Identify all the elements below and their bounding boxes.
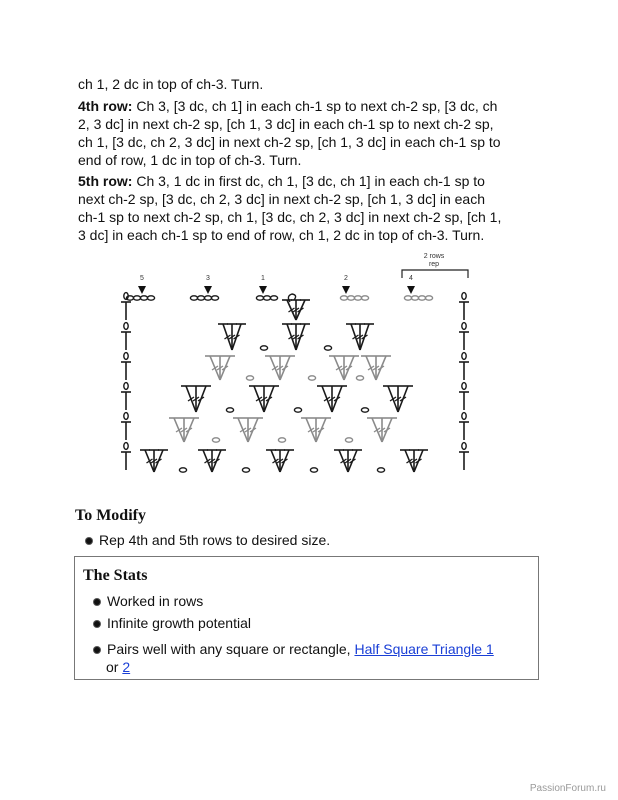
stitch-symbols (121, 293, 469, 473)
chain-stitch (197, 296, 204, 300)
chain-stitch (263, 296, 270, 300)
row5-text-1: Ch 3, 1 dc in first dc, ch 1, [3 dc, ch 1] in each ch-1 sp to (132, 173, 485, 189)
row-marker-arrow (204, 286, 212, 294)
chain-stitch (294, 408, 301, 412)
chain-stitch (345, 438, 352, 442)
chain-stitch (462, 323, 466, 330)
chain-stitch (242, 468, 249, 472)
row4-text-3: ch 1, [3 dc, ch 2, 3 dc] in next ch-2 sp, [ch 1, 3 dc] in each ch-1 sp to (78, 134, 501, 150)
chain-stitch (462, 293, 466, 300)
chain-stitch (425, 296, 432, 300)
row-markers (138, 275, 415, 294)
chain-stitch (308, 376, 315, 380)
chain-stitch (124, 323, 128, 330)
watermark: PassionForum.ru (529, 783, 606, 794)
chain-stitch (124, 443, 128, 450)
row5-label: 5th row: (78, 173, 133, 189)
row-marker-arrow (259, 286, 267, 294)
chain-stitch (256, 296, 263, 300)
chain-stitch (212, 438, 219, 442)
chain-stitch (147, 296, 154, 300)
half-square-triangle-1-link[interactable]: Half Square Triangle 1 (354, 641, 494, 657)
row5-text-3: ch-1 sp to next ch-2 sp, ch 1, [3 dc, ch 2, 3 dc] in next ch-2 sp, [ch 1, (78, 209, 502, 225)
half-square-triangle-2-link[interactable]: 2 (122, 659, 131, 675)
row-marker-label: 2 (344, 275, 348, 282)
row-marker-arrow (138, 286, 146, 294)
chain-stitch (124, 413, 128, 420)
instruction-line: ch 1, 2 dc in top of ch-3. Turn. (78, 76, 264, 92)
chain-stitch (140, 296, 147, 300)
chain-stitch (354, 296, 361, 300)
row4-text-2: 2, 3 dc] in next ch-2 sp, [ch 1, 3 dc] in each ch-1 sp to next ch-2 sp, (78, 116, 494, 132)
modify-item: Rep 4th and 5th rows to desired size. (86, 531, 330, 549)
chain-stitch (226, 408, 233, 412)
chain-stitch (324, 346, 331, 350)
row-marker-label: 1 (261, 275, 265, 282)
stats-item-pairs: Pairs well with any square or rectangle, Half Square Triangle 1 (94, 640, 524, 658)
chain-stitch (462, 353, 466, 360)
stats-item: Infinite growth potential (94, 614, 251, 632)
chain-stitch (462, 413, 466, 420)
chain-stitch (340, 296, 347, 300)
stats-heading: The Stats (83, 567, 148, 584)
chain-stitch (124, 383, 128, 390)
row5-text-4: 3 dc] in each ch-1 sp to end of row, ch 1, 2 dc in top of ch-3. Turn. (78, 227, 485, 243)
chain-stitch (361, 296, 368, 300)
bullet-icon (94, 599, 100, 605)
chain-stitch (246, 376, 253, 380)
chain-stitch (190, 296, 197, 300)
chain-stitch (211, 296, 218, 300)
chain-stitch (418, 296, 425, 300)
chain-stitch (347, 296, 354, 300)
stats-item: Worked in rows (94, 592, 203, 610)
chain-stitch (310, 468, 317, 472)
chain-stitch (411, 296, 418, 300)
bullet-icon (94, 621, 100, 627)
chain-stitch (179, 468, 186, 472)
chain-stitch (278, 438, 285, 442)
chain-stitch (462, 443, 466, 450)
bullet-icon (94, 647, 100, 653)
row-marker-label: 4 (409, 275, 413, 282)
row-marker-label: 3 (206, 275, 210, 282)
chain-stitch (404, 296, 411, 300)
chain-stitch (204, 296, 211, 300)
row-marker-arrow (342, 286, 350, 294)
chain-stitch (270, 296, 277, 300)
chain-stitch (356, 376, 363, 380)
repeat-label-2: rep (428, 261, 440, 268)
row-marker-arrow (407, 286, 415, 294)
chain-stitch (124, 353, 128, 360)
bullet-icon (86, 538, 92, 544)
chain-stitch (377, 468, 384, 472)
row-marker-label: 5 (140, 275, 144, 282)
row4-text-4: end of row, 1 dc in top of ch-3. Turn. (78, 152, 302, 168)
chain-stitch (133, 296, 140, 300)
crochet-stitch-diagram (112, 252, 482, 482)
modify-heading: To Modify (75, 507, 146, 524)
chain-stitch (361, 408, 368, 412)
repeat-label-1: 2 rows (423, 253, 445, 260)
row5-text-2: next ch-2 sp, [3 dc, ch 2, 3 dc] in next ch-2 sp, [ch 1, 3 dc] in each (78, 191, 485, 207)
row4-text-1: Ch 3, [3 dc, ch 1] in each ch-1 sp to next ch-2 sp, [3 dc, ch (132, 98, 498, 114)
chain-stitch (462, 383, 466, 390)
chain-stitch (260, 346, 267, 350)
row4-label: 4th row: (78, 98, 133, 114)
